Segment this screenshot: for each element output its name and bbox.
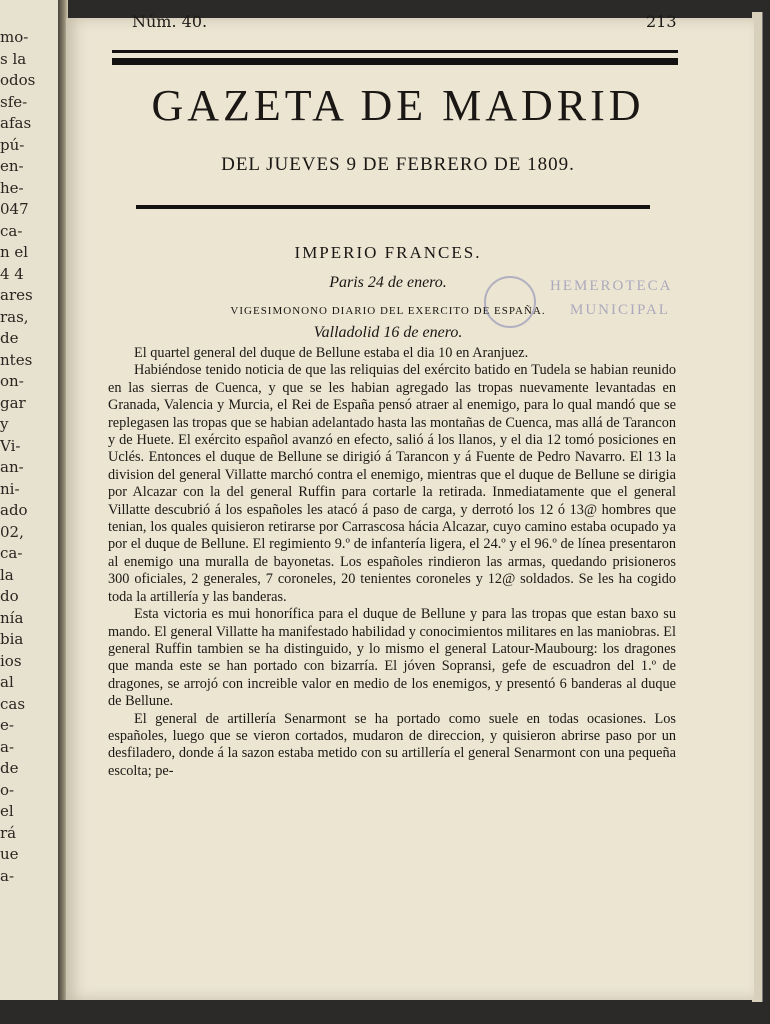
paragraph: El quartel general del duque de Bellune estaba el dia 10 en Aranjuez.	[134, 345, 529, 361]
left-page-text-fragment: an-	[0, 458, 24, 476]
dateline-paris: Paris 24 de enero.	[329, 274, 447, 291]
left-page-text-fragment: de	[0, 329, 19, 347]
left-page-text-fragment: rá	[0, 823, 17, 842]
top-rule-thick	[112, 58, 678, 65]
date-rule	[136, 205, 650, 209]
left-page-text-fragment: Vi-	[0, 436, 21, 455]
left-page-text-fragment: 02,	[0, 522, 24, 541]
left-page-text-fragment: 047	[0, 200, 29, 218]
newspaper-title: GAZETA DE MADRID	[151, 81, 645, 130]
left-page-text-fragment: ios	[0, 651, 22, 670]
top-rule-thin	[112, 50, 678, 53]
article-body	[108, 345, 676, 780]
section-heading: IMPERIO FRANCES.	[294, 243, 482, 262]
dateline-valladolid: Valladolid 16 de enero.	[313, 324, 463, 341]
left-page-text-fragment: e-	[0, 716, 14, 734]
left-page-fragment	[0, 0, 60, 1000]
paragraph: Esta victoria es mui honorífica para el duque de Bellune y para las tropas que estan baxo su mando. El general Villatte ha manifestado habilidad y conocimientos militares en las maniobras. El general Ruffin tambien se ha distinguido, y lo mismo el general Latour-Maubourg: los dragones que manda este se han portado con bizarría. El jóven Sopransi, gefe de escuadron del 1.º de dragones, se arrojó con increible valor en medio de los enemigos, y presentó 6 banderas al duque de Bellune.	[108, 606, 676, 710]
crest-icon	[484, 276, 536, 328]
left-page-text-fragment: nía	[0, 608, 24, 627]
left-page-text-fragment: he-	[0, 178, 24, 197]
left-page-text-fragment: y	[0, 415, 9, 433]
left-page-text-fragment: ares	[0, 286, 33, 304]
left-page-text-fragment: la	[0, 565, 14, 584]
left-page-text-fragment: ca-	[0, 544, 23, 562]
left-page-text-fragment: bia	[0, 630, 24, 648]
left-page-text-fragment: ntes	[0, 350, 33, 369]
left-page-text-fragment: ca-	[0, 221, 23, 240]
left-page-text-fragment: ras,	[0, 307, 29, 326]
left-page-text-fragment: n el	[0, 243, 29, 261]
left-page-text-fragment: de	[0, 759, 19, 777]
stamp-line-1: HEMEROTECA	[550, 278, 673, 294]
left-page-text-fragment: a-	[0, 866, 15, 885]
left-page-text-fragment: al	[0, 673, 14, 691]
article-subheading: VIGESIMONONO DIARIO DEL EXERCITO DE ESPAÑA.	[230, 305, 546, 317]
stamp-line-2: MUNICIPAL	[570, 302, 670, 318]
left-page-text-fragment: afas	[0, 114, 32, 132]
left-page-text-fragment: on-	[0, 372, 24, 390]
page-number: 213	[646, 12, 677, 31]
left-page-text-fragment: el	[0, 802, 14, 820]
left-page-text-fragment: 4 4	[0, 264, 24, 283]
left-page-text-fragment: pú-	[0, 135, 25, 154]
left-page-text-fragment: ue	[0, 845, 19, 863]
left-page-text-fragment: gar	[0, 393, 26, 412]
left-page-text-fragment: o-	[0, 780, 15, 799]
issue-date: DEL JUEVES 9 DE FEBRERO DE 1809.	[221, 154, 575, 175]
paragraph: Habiéndose tenido noticia de que las reliquias del exército batido en Tudela se habian reunido en las sierras de Cuenca, y que se les habian agregado las tropas nuevamente levantadas en Granada, Valencia y Murcia, el Rei de España pensó atraer al enemigo, para lo qual mandó que se replegasen las tropas que se habian adelantado hasta las montañas de Cuenca, mas allá de Tarancon y de Huete. El exército español avanzó en efecto, salió á los llanos, y el dia 12 tomó posiciones en Uclés. Entonces el duque de Bellune se dirigió á Tarancon y á Fuente de Pedro Navarro. El 13 la division del general Villatte marchó contra el enemigo, mientras que el duque de Bellune se dirigia por Alcazar con la del general Ruffin para cortarle la retirada. Inmediatamente que el general Villatte descubrió á los españoles les atacó á paso de carga, y derrotó los 12 ó 13@ hombres que tenian, los quales quisieron retirarse por Carrascosa hácia Alcazar, cuyo camino estaba ocupado ya por el duque de Bellune. El regimiento 9.º de infantería ligera, el 24.º y el 96.º de línea presentaron al enemigo una muralla de bayonetas. Los españoles rindieron las armas, quedando prisioneros 300 oficiales, 2 generales, 7 coroneles, 20 tenientes coroneles y 12@ soldados. Se les ha cogido toda la artillería y las banderas.	[108, 362, 677, 605]
left-page-text-fragment: mo-	[0, 28, 29, 46]
paragraph: El general de artillería Senarmont se ha portado como suele en todas ocasiones. Los españoles, luego que se vieron cortados, mudaron de direccion, y quisieron abrirse paso por un desfiladero, donde á la sazon estaba metido con su artillería el general Senarmont con una pequeña escolta; pe-	[108, 710, 676, 779]
left-page-text-fragment: a-	[0, 737, 15, 756]
left-page-text-fragment: ado	[0, 501, 28, 519]
issue-number: Núm. 40.	[132, 12, 208, 31]
left-page-text-fragment: do	[0, 587, 19, 605]
left-page-text-fragment: cas	[0, 694, 26, 713]
library-stamp	[470, 268, 710, 336]
left-page-text-fragment: sfe-	[0, 92, 28, 111]
left-page-text-fragment: s la	[0, 49, 27, 68]
left-page-text-fragment: odos	[0, 71, 36, 89]
left-page-text-fragment: en-	[0, 157, 24, 175]
left-page-text-fragment: ni-	[0, 479, 20, 498]
